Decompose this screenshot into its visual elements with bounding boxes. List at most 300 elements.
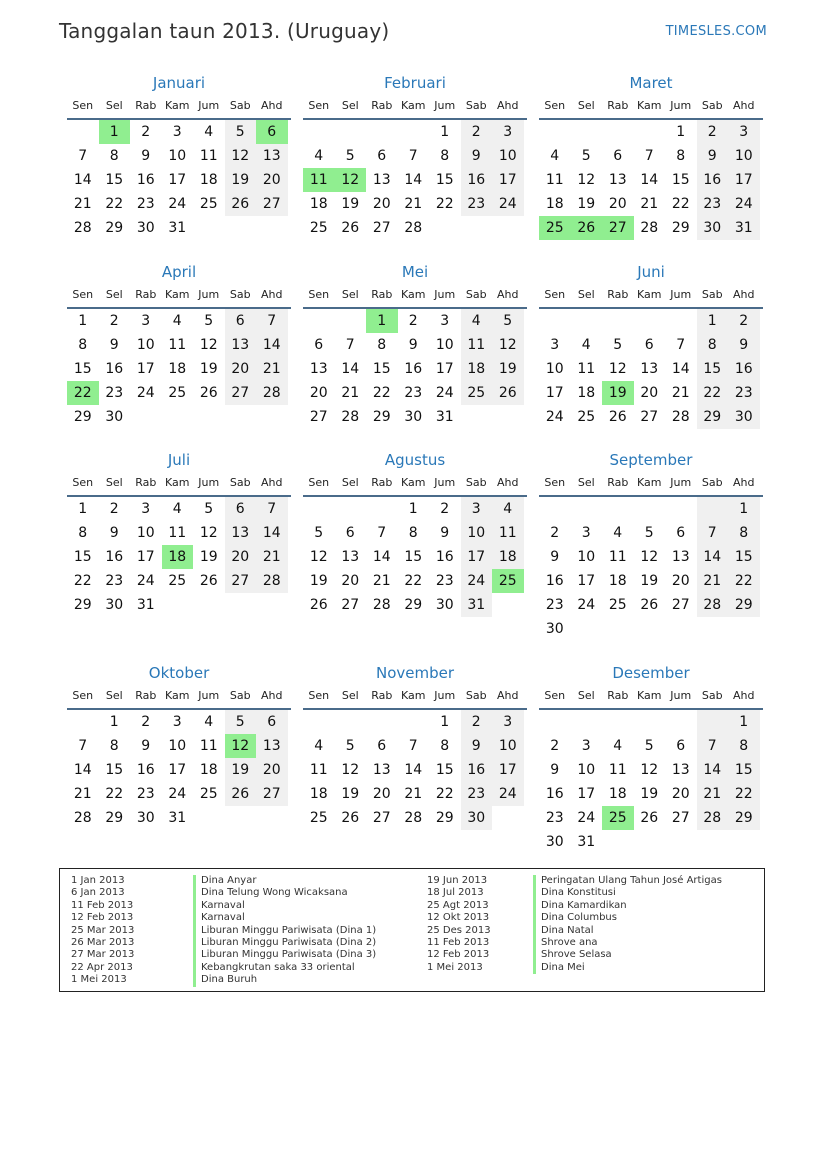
day-cell: 5 [345, 738, 355, 754]
weekday-label: Sen [544, 689, 566, 702]
day-cell: 19 [492, 357, 524, 381]
day-cell: 3 [172, 124, 182, 140]
empty-cell [398, 710, 430, 734]
weekday-label: Ahd [497, 689, 519, 702]
day-cell: 29 [404, 597, 423, 613]
day-cell: 2 [141, 124, 151, 140]
day-cell: 10 [577, 549, 596, 565]
day-cell: 30 [105, 409, 124, 425]
weekday-label: Sen [308, 689, 330, 702]
day-cell: 8 [728, 734, 760, 758]
weekday-label: Sen [72, 689, 94, 702]
weekday-label: Sab [701, 476, 723, 489]
weekday-label: Sel [577, 689, 595, 702]
day-cell: 16 [545, 786, 564, 802]
day-cell: 31 [168, 220, 187, 236]
day-cell: 20 [256, 168, 288, 192]
day-cell: 15 [404, 549, 423, 565]
day-cell: 21 [73, 786, 92, 802]
day-cell: 10 [435, 337, 454, 353]
day-cell: 23 [728, 381, 760, 405]
day-cell: 10 [492, 734, 524, 758]
day-cell: 15 [728, 545, 760, 569]
day-cell: 27 [256, 192, 288, 216]
day-grid [539, 497, 763, 641]
day-cell: 31 [168, 810, 187, 826]
weekday-header [539, 684, 763, 710]
day-cell: 26 [199, 385, 218, 401]
day-cell: 22 [697, 381, 729, 405]
day-cell: 24 [461, 569, 493, 593]
day-cell: 2 [109, 313, 119, 329]
weekday-label: Kam [165, 99, 190, 112]
weekday-label: Sab [465, 476, 487, 489]
empty-cell [665, 830, 697, 854]
holiday-dates-right [427, 875, 491, 974]
day-cell: 1 [78, 501, 88, 517]
day-cell: 13 [608, 172, 627, 188]
day-cell: 2 [461, 710, 493, 734]
day-cell: 26 [341, 810, 360, 826]
day-cell: 6 [345, 525, 355, 541]
day-cell: 7 [697, 521, 729, 545]
day-cell: 11 [608, 549, 627, 565]
day-cell: 8 [440, 738, 450, 754]
weekday-label: Ahd [733, 689, 755, 702]
day-cell: 12 [492, 333, 524, 357]
month-april [67, 261, 291, 429]
day-cell: 27 [341, 597, 360, 613]
day-cell: 1 [99, 120, 131, 144]
day-cell: 14 [697, 545, 729, 569]
day-cell: 6 [225, 497, 257, 521]
day-cell: 13 [225, 521, 257, 545]
weekday-label: Jum [434, 99, 456, 112]
day-cell: 21 [341, 385, 360, 401]
day-cell: 21 [256, 357, 288, 381]
holiday-name: Liburan Minggu Pariwisata (Dina 2) [193, 937, 376, 949]
weekday-label: Sen [72, 476, 94, 489]
day-cell: 16 [404, 361, 423, 377]
day-cell: 8 [109, 738, 119, 754]
day-cell: 11 [168, 337, 187, 353]
empty-cell [602, 617, 634, 641]
day-cell: 24 [168, 196, 187, 212]
empty-cell [665, 710, 697, 734]
day-cell: 27 [671, 810, 690, 826]
day-cell: 18 [608, 786, 627, 802]
day-cell: 28 [73, 220, 92, 236]
day-cell: 9 [141, 738, 151, 754]
day-cell: 29 [73, 409, 92, 425]
weekday-label: Rab [607, 689, 629, 702]
day-cell: 11 [492, 521, 524, 545]
holiday-date: 25 Mar 2013 [71, 924, 135, 936]
month-title: Mei [401, 263, 429, 281]
weekday-label: Rab [607, 476, 629, 489]
day-cell: 18 [168, 361, 187, 377]
weekday-header [539, 283, 763, 309]
weekday-label: Rab [371, 476, 393, 489]
day-cell: 24 [435, 385, 454, 401]
day-cell: 8 [78, 337, 88, 353]
day-cell: 20 [671, 786, 690, 802]
empty-cell [303, 120, 335, 144]
day-cell: 4 [314, 738, 324, 754]
day-cell: 17 [492, 758, 524, 782]
holiday-date: 25 Agt 2013 [427, 899, 489, 911]
weekday-label: Kam [637, 288, 662, 301]
day-cell: 12 [199, 337, 218, 353]
day-cell: 9 [461, 144, 493, 168]
month-februari [303, 72, 527, 240]
month-title: Januari [152, 74, 206, 92]
day-cell: 31 [728, 216, 760, 240]
month-title: Juni [637, 263, 665, 281]
weekday-header [539, 471, 763, 497]
day-cell: 12 [309, 549, 328, 565]
weekday-label: Jum [434, 689, 456, 702]
day-cell: 23 [136, 786, 155, 802]
weekday-label: Rab [135, 288, 157, 301]
weekday-label: Jum [198, 99, 220, 112]
day-cell: 29 [671, 220, 690, 236]
day-cell: 23 [697, 192, 729, 216]
weekday-label: Ahd [261, 476, 283, 489]
day-cell: 26 [571, 216, 603, 240]
day-cell: 30 [435, 597, 454, 613]
empty-cell [193, 593, 225, 617]
empty-cell [366, 120, 398, 144]
empty-cell [634, 497, 666, 521]
weekday-label: Sab [229, 476, 251, 489]
day-cell: 25 [168, 385, 187, 401]
holiday-date: 25 Des 2013 [427, 924, 491, 936]
day-cell: 10 [136, 525, 155, 541]
day-cell: 29 [105, 810, 124, 826]
weekday-label: Jum [670, 99, 692, 112]
day-cell: 17 [435, 361, 454, 377]
day-cell: 8 [377, 337, 387, 353]
day-cell: 18 [199, 762, 218, 778]
day-cell: 13 [640, 361, 659, 377]
day-cell: 27 [256, 782, 288, 806]
day-cell: 26 [640, 810, 659, 826]
day-cell: 7 [408, 738, 418, 754]
day-cell: 5 [204, 313, 214, 329]
day-cell: 1 [109, 714, 119, 730]
day-cell: 19 [577, 196, 596, 212]
day-cell: 1 [697, 309, 729, 333]
day-cell: 29 [73, 597, 92, 613]
day-cell: 3 [440, 313, 450, 329]
day-cell: 24 [136, 385, 155, 401]
empty-cell [634, 830, 666, 854]
day-cell: 9 [550, 549, 560, 565]
holiday-date: 1 Mei 2013 [427, 961, 483, 973]
day-cell: 25 [608, 597, 627, 613]
holiday-names-right [533, 875, 722, 974]
day-cell: 24 [577, 597, 596, 613]
day-cell: 6 [225, 309, 257, 333]
day-cell: 25 [199, 786, 218, 802]
day-cell: 15 [372, 361, 391, 377]
weekday-label: Sel [105, 288, 123, 301]
day-cell: 23 [461, 782, 493, 806]
day-cell: 25 [602, 806, 634, 830]
day-cell: 31 [435, 409, 454, 425]
day-grid [303, 120, 527, 240]
weekday-header [303, 471, 527, 497]
weekday-label: Sel [341, 288, 359, 301]
day-cell: 30 [136, 810, 155, 826]
holiday-name: Dina Buruh [193, 974, 376, 986]
day-cell: 16 [461, 758, 493, 782]
holiday-date: 12 Feb 2013 [427, 949, 490, 961]
day-cell: 16 [136, 762, 155, 778]
day-cell: 16 [105, 361, 124, 377]
empty-cell [225, 405, 257, 429]
day-cell: 26 [225, 782, 257, 806]
day-cell: 18 [577, 385, 596, 401]
day-cell: 10 [728, 144, 760, 168]
day-cell: 15 [697, 357, 729, 381]
holiday-date: 27 Mar 2013 [71, 949, 135, 961]
weekday-header [67, 471, 291, 497]
day-cell: 13 [225, 333, 257, 357]
day-cell: 7 [256, 497, 288, 521]
holiday-name: Dina Anyar [193, 875, 376, 887]
holiday-name: Dina Kamardikan [533, 900, 722, 912]
day-cell: 4 [613, 738, 623, 754]
empty-cell [539, 309, 571, 333]
day-cell: 9 [141, 148, 151, 164]
day-cell: 16 [105, 549, 124, 565]
day-cell: 17 [545, 385, 564, 401]
day-cell: 4 [314, 148, 324, 164]
day-cell: 7 [256, 309, 288, 333]
empty-cell [256, 593, 288, 617]
day-cell: 3 [492, 120, 524, 144]
day-cell: 10 [136, 337, 155, 353]
day-cell: 26 [199, 573, 218, 589]
empty-cell [335, 309, 367, 333]
weekday-label: Rab [607, 99, 629, 112]
day-cell: 20 [309, 385, 328, 401]
day-cell: 1 [676, 124, 686, 140]
day-cell: 4 [461, 309, 493, 333]
day-cell: 15 [728, 758, 760, 782]
day-cell: 3 [172, 714, 182, 730]
day-cell: 21 [697, 569, 729, 593]
day-cell: 28 [671, 409, 690, 425]
weekday-label: Kam [637, 689, 662, 702]
holiday-date: 11 Feb 2013 [71, 899, 134, 911]
empty-cell [67, 120, 99, 144]
day-cell: 29 [728, 593, 760, 617]
day-cell: 19 [640, 573, 659, 589]
day-cell: 13 [671, 762, 690, 778]
weekday-label: Ahd [733, 288, 755, 301]
day-cell: 8 [728, 521, 760, 545]
weekday-label: Rab [371, 689, 393, 702]
weekday-label: Sen [544, 99, 566, 112]
day-cell: 12 [640, 762, 659, 778]
weekday-header [67, 94, 291, 120]
day-cell: 27 [225, 381, 257, 405]
day-cell: 29 [728, 806, 760, 830]
empty-cell [571, 617, 603, 641]
weekday-label: Sel [105, 99, 123, 112]
weekday-label: Jum [198, 288, 220, 301]
day-cell: 28 [73, 810, 92, 826]
day-cell: 14 [341, 361, 360, 377]
weekday-label: Sen [308, 476, 330, 489]
day-cell: 17 [168, 762, 187, 778]
weekday-header [303, 283, 527, 309]
weekday-label: Sen [72, 99, 94, 112]
day-cell: 3 [728, 120, 760, 144]
empty-cell [492, 405, 524, 429]
day-cell: 4 [172, 501, 182, 517]
empty-cell [193, 405, 225, 429]
day-cell: 7 [78, 738, 88, 754]
day-cell: 13 [256, 144, 288, 168]
day-cell: 14 [404, 172, 423, 188]
empty-cell [571, 710, 603, 734]
day-cell: 21 [697, 782, 729, 806]
holiday-list [59, 868, 765, 992]
day-cell: 28 [404, 220, 423, 236]
day-cell: 9 [109, 525, 119, 541]
day-cell: 5 [314, 525, 324, 541]
day-cell: 31 [136, 597, 155, 613]
day-cell: 21 [256, 545, 288, 569]
day-grid [303, 497, 527, 617]
month-title: Agustus [384, 451, 446, 469]
empty-cell [256, 216, 288, 240]
holiday-date: 19 Jun 2013 [427, 875, 488, 886]
day-cell: 19 [341, 196, 360, 212]
day-cell: 25 [199, 196, 218, 212]
day-cell: 9 [550, 762, 560, 778]
empty-cell [335, 710, 367, 734]
weekday-label: Kam [165, 288, 190, 301]
day-cell: 4 [204, 124, 214, 140]
day-cell: 8 [697, 333, 729, 357]
day-cell: 5 [225, 120, 257, 144]
weekday-label: Sab [229, 689, 251, 702]
weekday-label: Sab [465, 288, 487, 301]
month-november [303, 662, 527, 830]
day-cell: 6 [377, 148, 387, 164]
weekday-label: Jum [670, 689, 692, 702]
day-cell: 27 [671, 597, 690, 613]
month-title: November [375, 664, 455, 682]
day-cell: 24 [492, 782, 524, 806]
empty-cell [366, 710, 398, 734]
day-cell: 14 [372, 549, 391, 565]
day-cell: 23 [545, 597, 564, 613]
weekday-label: Kam [401, 288, 426, 301]
holiday-date: 12 Okt 2013 [427, 912, 490, 924]
weekday-label: Ahd [497, 476, 519, 489]
day-cell: 14 [640, 172, 659, 188]
day-cell: 21 [73, 196, 92, 212]
empty-cell [303, 497, 335, 521]
month-title: Juli [167, 451, 191, 469]
day-cell: 28 [372, 597, 391, 613]
weekday-label: Rab [135, 689, 157, 702]
day-cell: 20 [341, 573, 360, 589]
day-cell: 4 [613, 525, 623, 541]
weekday-label: Rab [371, 288, 393, 301]
day-cell: 22 [671, 196, 690, 212]
empty-cell [697, 830, 729, 854]
day-cell: 15 [73, 549, 92, 565]
day-cell: 14 [671, 361, 690, 377]
holiday-date: 12 Feb 2013 [71, 912, 134, 924]
day-cell: 13 [309, 361, 328, 377]
holiday-name: Dina Columbus [533, 912, 722, 924]
weekday-label: Sab [229, 288, 251, 301]
day-cell: 30 [697, 216, 729, 240]
day-cell: 21 [404, 196, 423, 212]
day-cell: 18 [608, 573, 627, 589]
day-cell: 22 [435, 196, 454, 212]
day-cell: 28 [341, 409, 360, 425]
day-cell: 29 [435, 810, 454, 826]
day-cell: 13 [256, 734, 288, 758]
day-cell: 27 [309, 409, 328, 425]
day-cell: 16 [545, 573, 564, 589]
day-cell: 27 [602, 216, 634, 240]
day-cell: 25 [577, 409, 596, 425]
day-cell: 10 [168, 738, 187, 754]
empty-cell [225, 593, 257, 617]
empty-cell [602, 710, 634, 734]
day-cell: 14 [256, 333, 288, 357]
weekday-label: Kam [401, 476, 426, 489]
day-cell: 5 [644, 525, 654, 541]
holiday-name: Karnaval [193, 900, 376, 912]
holiday-name: Liburan Minggu Pariwisata (Dina 3) [193, 949, 376, 961]
empty-cell [461, 405, 493, 429]
day-cell: 19 [225, 168, 257, 192]
empty-cell [303, 309, 335, 333]
day-cell: 2 [697, 120, 729, 144]
holiday-name: Kebangkrutan saka 33 oriental [193, 962, 376, 974]
empty-cell [225, 806, 257, 830]
weekday-label: Sel [105, 689, 123, 702]
day-cell: 10 [168, 148, 187, 164]
day-cell: 2 [550, 738, 560, 754]
weekday-label: Sen [72, 288, 94, 301]
day-cell: 14 [404, 762, 423, 778]
day-cell: 18 [461, 357, 493, 381]
weekday-label: Kam [401, 99, 426, 112]
brand-link[interactable]: TIMESLES.COM [665, 24, 767, 39]
day-cell: 17 [577, 573, 596, 589]
holiday-date: 22 Apr 2013 [71, 961, 133, 973]
weekday-label: Sel [105, 476, 123, 489]
month-title: September [609, 451, 693, 469]
day-cell: 1 [78, 313, 88, 329]
weekday-label: Jum [198, 689, 220, 702]
day-cell: 6 [613, 148, 623, 164]
day-cell: 18 [309, 196, 328, 212]
empty-cell [193, 216, 225, 240]
